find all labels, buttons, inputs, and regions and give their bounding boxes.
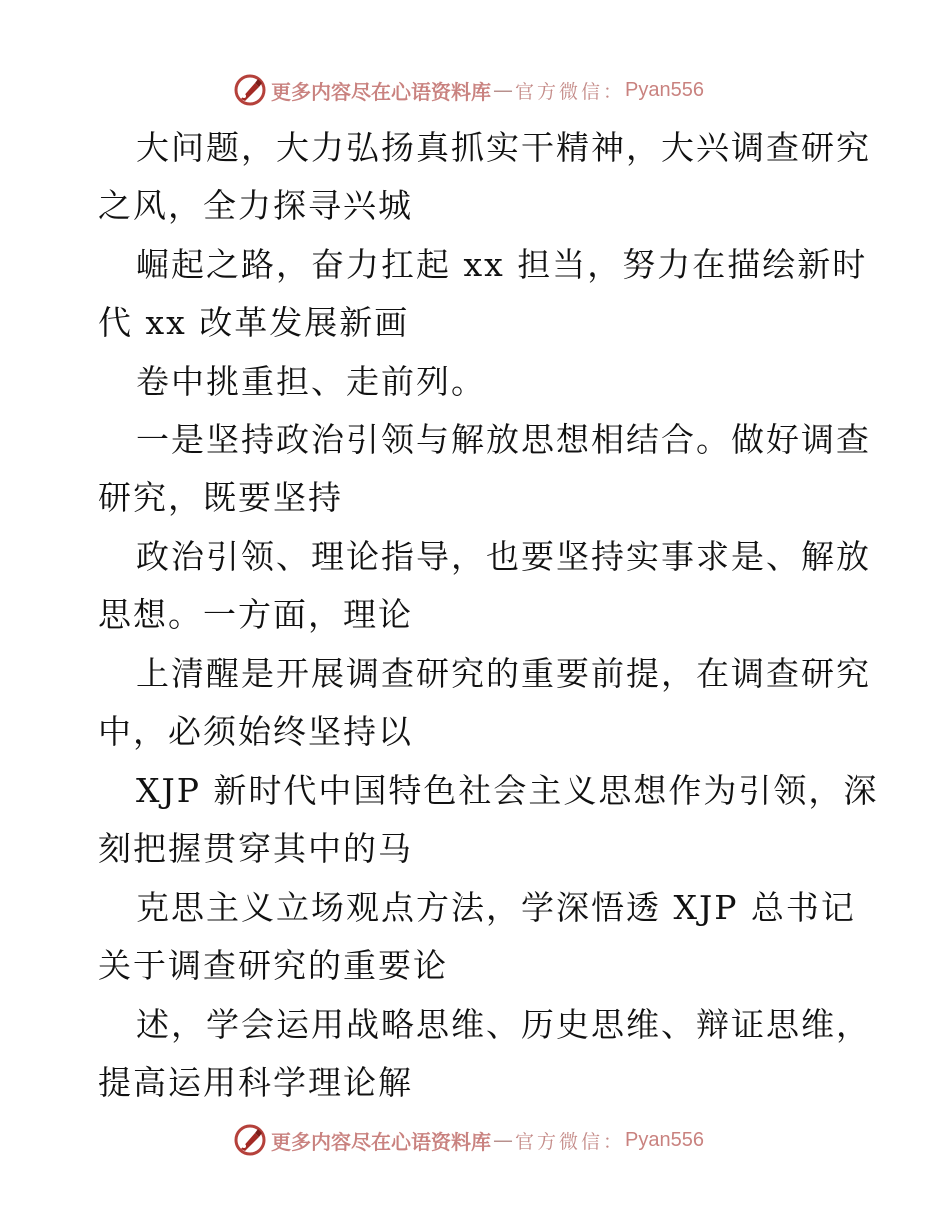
text-line: 一是坚持政治引领与解放思想相结合。做好调查 <box>136 420 871 459</box>
text-line: 关于调查研究的重要论 <box>98 946 448 985</box>
text-line: 克思主义立场观点方法，学深悟透 XJP 总书记 <box>136 888 856 927</box>
watermark-wechat-id: Pyan556 <box>625 1128 704 1151</box>
text-line: 卷中挑重担、走前列。 <box>136 362 486 401</box>
text-line: 中，必须始终坚持以 <box>98 712 413 751</box>
footer-watermark <box>233 1122 704 1158</box>
text-line: 上清醒是开展调查研究的重要前提，在调查研究 <box>136 654 871 693</box>
text-line: 大问题，大力弘扬真抓实干精神，大兴调查研究 <box>136 128 871 167</box>
text-line: 之风，全力探寻兴城 <box>98 186 413 225</box>
text-line: XJP 新时代中国特色社会主义思想作为引领，深 <box>136 771 879 810</box>
text-line: 政治引领、理论指导，也要坚持实事求是、解放 <box>136 537 871 576</box>
text-line: 刻把握贯穿其中的马 <box>98 829 413 868</box>
watermark-separator: — <box>493 1128 513 1152</box>
pen-circle-logo-icon <box>233 1123 267 1157</box>
text-line: 研究，既要坚持 <box>98 478 343 517</box>
watermark-brand-text: 更多内容尽在心语资料库 <box>271 79 491 104</box>
watermark-separator: — <box>493 78 513 102</box>
text-line: 崛起之路，奋力扛起 xx 担当，努力在描绘新时 <box>136 245 868 284</box>
text-line: 提高运用科学理论解 <box>98 1063 413 1102</box>
watermark-wechat-label: 官方微信： <box>515 1130 626 1153</box>
watermark-wechat-label: 官方微信： <box>515 80 626 103</box>
text-line: 思想。一方面，理论 <box>98 595 413 634</box>
text-line: 代 xx 改革发展新画 <box>98 303 410 342</box>
text-line: 述，学会运用战略思维、历史思维、辩证思维， <box>136 1005 871 1044</box>
pen-circle-logo-icon <box>233 73 267 107</box>
header-watermark <box>233 72 704 108</box>
watermark-brand-text: 更多内容尽在心语资料库 <box>271 1129 491 1154</box>
watermark-wechat-id: Pyan556 <box>625 78 704 101</box>
